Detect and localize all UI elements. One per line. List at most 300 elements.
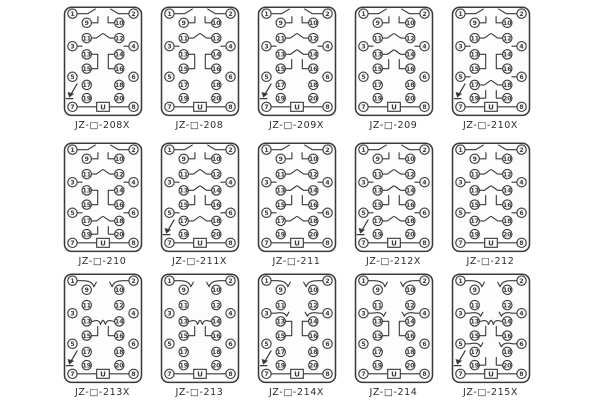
terminal-number: 14 — [308, 318, 318, 326]
terminal-number: 1 — [166, 10, 172, 18]
relay-diagram-cell — [54, 2, 151, 138]
terminal-number: 4 — [324, 43, 330, 51]
terminal-number: 19 — [81, 95, 91, 103]
terminal-number: 12 — [211, 171, 221, 179]
terminal-number: 2 — [130, 277, 136, 285]
terminal-number: 6 — [227, 210, 233, 218]
terminal-number: 18 — [114, 82, 124, 90]
relay-case-outline — [452, 143, 529, 251]
coil-label: U — [196, 102, 203, 112]
relay-case-outline — [452, 274, 529, 382]
terminal-number: 7 — [69, 371, 75, 379]
terminal-number: 12 — [211, 35, 221, 43]
terminal-number: 13 — [178, 51, 188, 59]
terminal-number: 3 — [457, 179, 463, 187]
terminal-number: 2 — [324, 146, 330, 154]
terminal-number: 12 — [308, 171, 318, 179]
terminal-number: 7 — [263, 104, 269, 112]
terminal-number: 17 — [469, 218, 479, 226]
relay-wiring-svg — [160, 273, 240, 384]
terminal-number: 6 — [324, 210, 330, 218]
terminal-number: 3 — [360, 43, 366, 51]
terminal-number: 1 — [263, 146, 269, 154]
diagram-label: JZ-□-209 — [369, 120, 418, 131]
terminal-number: 18 — [211, 218, 221, 226]
terminal-number: 14 — [114, 51, 124, 59]
terminal-number: 2 — [130, 10, 136, 18]
relay-wiring-svg — [451, 273, 531, 384]
terminal-number: 18 — [405, 349, 415, 357]
terminal-number: 4 — [518, 43, 524, 51]
terminal-number: 8 — [421, 371, 427, 379]
terminal-number: 2 — [421, 10, 427, 18]
terminal-number: 14 — [211, 187, 221, 195]
terminal-number: 11 — [81, 35, 91, 43]
terminal-number: 13 — [372, 187, 382, 195]
terminal-number: 5 — [360, 341, 366, 349]
relay-case-outline — [355, 274, 432, 382]
diagram-label: JZ-□-208 — [175, 120, 224, 131]
terminal-number: 16 — [211, 65, 221, 73]
relay-diagram-cell — [54, 269, 151, 400]
terminal-number: 16 — [211, 201, 221, 209]
terminal-number: 6 — [130, 210, 136, 218]
coil-label: U — [196, 238, 203, 248]
terminal-number: 5 — [263, 74, 269, 82]
terminal-number: 16 — [502, 201, 512, 209]
terminal-number: 17 — [469, 82, 479, 90]
terminal-number: 19 — [81, 231, 91, 239]
terminal-number: 1 — [69, 146, 75, 154]
terminal-number: 17 — [275, 218, 285, 226]
terminal-number: 2 — [518, 146, 524, 154]
terminal-number: 1 — [457, 277, 463, 285]
terminal-number: 15 — [81, 201, 91, 209]
terminal-number: 4 — [130, 310, 136, 318]
terminal-number: 9 — [84, 156, 89, 164]
terminal-number: 5 — [263, 210, 269, 218]
terminal-number: 19 — [372, 362, 382, 370]
terminal-number: 5 — [360, 74, 366, 82]
relay-case-outline — [258, 7, 335, 115]
terminal-number: 13 — [178, 187, 188, 195]
terminal-number: 18 — [308, 82, 318, 90]
terminal-number: 20 — [114, 362, 124, 370]
terminal-number: 10 — [114, 20, 124, 28]
terminal-number: 11 — [372, 302, 382, 310]
terminal-number: 17 — [372, 349, 382, 357]
terminal-number: 7 — [69, 104, 75, 112]
terminal-number: 6 — [227, 341, 233, 349]
relay-diagram-cell — [248, 138, 345, 269]
terminal-number: 20 — [405, 231, 415, 239]
relay-diagram-cell — [248, 269, 345, 400]
relay-wiring-svg — [160, 6, 240, 117]
terminal-number: 19 — [178, 95, 188, 103]
terminal-number: 9 — [181, 156, 186, 164]
terminal-number: 8 — [518, 104, 524, 112]
terminal-number: 8 — [518, 240, 524, 248]
terminal-number: 15 — [275, 65, 285, 73]
terminal-number: 18 — [502, 218, 512, 226]
terminal-number: 5 — [166, 74, 172, 82]
terminal-number: 10 — [114, 156, 124, 164]
relay-wiring-svg — [354, 273, 434, 384]
terminal-number: 3 — [166, 310, 172, 318]
terminal-number: 8 — [421, 104, 427, 112]
diagram-label: JZ-□-211 — [272, 256, 321, 267]
terminal-number: 14 — [405, 318, 415, 326]
terminal-number: 16 — [502, 332, 512, 340]
terminal-number: 16 — [405, 201, 415, 209]
terminal-number: 6 — [324, 341, 330, 349]
terminal-number: 20 — [502, 95, 512, 103]
terminal-number: 14 — [114, 187, 124, 195]
diagram-label: JZ-□-215X — [462, 387, 518, 398]
terminal-number: 15 — [469, 65, 479, 73]
terminal-number: 4 — [421, 179, 427, 187]
terminal-number: 7 — [457, 104, 463, 112]
terminal-number: 4 — [130, 179, 136, 187]
terminal-number: 4 — [518, 179, 524, 187]
diagram-label: JZ-□-213X — [74, 387, 130, 398]
terminal-number: 16 — [502, 65, 512, 73]
terminal-number: 4 — [421, 310, 427, 318]
terminal-number: 9 — [375, 20, 380, 28]
relay-wiring-svg — [63, 142, 143, 253]
terminal-number: 17 — [372, 218, 382, 226]
relay-diagram-cell — [442, 269, 539, 400]
terminal-number: 7 — [263, 371, 269, 379]
terminal-number: 11 — [275, 171, 285, 179]
terminal-number: 20 — [211, 95, 221, 103]
terminal-number: 20 — [308, 231, 318, 239]
terminal-number: 18 — [211, 82, 221, 90]
terminal-number: 12 — [502, 171, 512, 179]
terminal-number: 11 — [178, 35, 188, 43]
terminal-number: 20 — [308, 95, 318, 103]
terminal-number: 3 — [166, 179, 172, 187]
terminal-number: 8 — [227, 371, 233, 379]
terminal-number: 2 — [227, 10, 233, 18]
relay-diagram-cell — [345, 2, 442, 138]
terminal-number: 7 — [360, 240, 366, 248]
terminal-number: 1 — [360, 10, 366, 18]
diagram-label: JZ-□-212X — [365, 256, 421, 267]
relay-wiring-svg — [257, 142, 337, 253]
terminal-number: 10 — [114, 287, 124, 295]
terminal-number: 15 — [81, 65, 91, 73]
terminal-number: 3 — [263, 179, 269, 187]
terminal-number: 1 — [263, 10, 269, 18]
terminal-number: 1 — [360, 146, 366, 154]
coil-label: U — [99, 238, 106, 248]
terminal-number: 14 — [114, 318, 124, 326]
terminal-number: 3 — [263, 310, 269, 318]
terminal-number: 13 — [81, 318, 91, 326]
diagram-label: JZ-□-214X — [268, 387, 324, 398]
terminal-number: 3 — [360, 310, 366, 318]
terminal-number: 14 — [405, 51, 415, 59]
terminal-number: 7 — [166, 240, 172, 248]
terminal-number: 17 — [81, 218, 91, 226]
coil-label: U — [196, 369, 203, 379]
terminal-number: 6 — [421, 341, 427, 349]
terminal-number: 10 — [502, 20, 512, 28]
terminal-number: 16 — [308, 332, 318, 340]
terminal-number: 8 — [130, 240, 136, 248]
terminal-number: 15 — [275, 332, 285, 340]
terminal-number: 4 — [324, 179, 330, 187]
terminal-number: 1 — [360, 277, 366, 285]
terminal-number: 12 — [211, 302, 221, 310]
relay-diagram-cell — [248, 2, 345, 138]
terminal-number: 15 — [372, 65, 382, 73]
terminal-number: 10 — [211, 156, 221, 164]
terminal-number: 5 — [360, 210, 366, 218]
terminal-number: 1 — [69, 277, 75, 285]
terminal-number: 17 — [178, 349, 188, 357]
terminal-number: 6 — [130, 341, 136, 349]
terminal-number: 12 — [308, 35, 318, 43]
terminal-number: 7 — [457, 371, 463, 379]
terminal-number: 3 — [360, 179, 366, 187]
terminal-number: 1 — [69, 10, 75, 18]
diagram-label: JZ-□-210 — [78, 256, 127, 267]
terminal-number: 7 — [263, 240, 269, 248]
terminal-number: 19 — [372, 231, 382, 239]
terminal-number: 16 — [114, 65, 124, 73]
terminal-number: 17 — [469, 349, 479, 357]
terminal-number: 9 — [472, 20, 477, 28]
diagram-label: JZ-□-213 — [175, 387, 224, 398]
terminal-number: 16 — [114, 332, 124, 340]
relay-diagram-cell — [151, 2, 248, 138]
terminal-number: 14 — [211, 51, 221, 59]
terminal-number: 2 — [130, 146, 136, 154]
terminal-number: 19 — [81, 362, 91, 370]
relay-case-outline — [161, 274, 238, 382]
terminal-number: 10 — [211, 20, 221, 28]
terminal-number: 17 — [81, 82, 91, 90]
terminal-number: 15 — [81, 332, 91, 340]
terminal-number: 7 — [166, 371, 172, 379]
terminal-number: 13 — [469, 187, 479, 195]
terminal-number: 12 — [405, 35, 415, 43]
terminal-number: 9 — [375, 287, 380, 295]
terminal-number: 2 — [227, 277, 233, 285]
terminal-number: 4 — [324, 310, 330, 318]
terminal-number: 12 — [114, 171, 124, 179]
relay-diagram-grid — [54, 2, 539, 400]
terminal-number: 19 — [275, 231, 285, 239]
relay-diagram-cell — [442, 138, 539, 269]
terminal-number: 13 — [372, 318, 382, 326]
terminal-number: 8 — [518, 371, 524, 379]
relay-wiring-svg — [354, 6, 434, 117]
relay-case-outline — [452, 7, 529, 115]
terminal-number: 14 — [502, 318, 512, 326]
terminal-number: 9 — [278, 20, 283, 28]
diagram-label: JZ-□-211X — [171, 256, 227, 267]
terminal-number: 18 — [502, 349, 512, 357]
diagram-label: JZ-□-208X — [74, 120, 130, 131]
terminal-number: 18 — [114, 349, 124, 357]
terminal-number: 18 — [211, 349, 221, 357]
terminal-number: 9 — [181, 287, 186, 295]
terminal-number: 8 — [227, 104, 233, 112]
terminal-number: 3 — [69, 43, 75, 51]
relay-case-outline — [258, 143, 335, 251]
terminal-number: 20 — [114, 95, 124, 103]
relay-diagram-cell — [345, 138, 442, 269]
terminal-number: 8 — [227, 240, 233, 248]
terminal-number: 9 — [278, 156, 283, 164]
terminal-number: 15 — [275, 201, 285, 209]
terminal-number: 13 — [469, 51, 479, 59]
terminal-number: 14 — [502, 187, 512, 195]
terminal-number: 8 — [130, 104, 136, 112]
terminal-number: 6 — [518, 210, 524, 218]
terminal-number: 15 — [469, 201, 479, 209]
terminal-number: 12 — [114, 302, 124, 310]
terminal-number: 15 — [178, 65, 188, 73]
terminal-number: 15 — [372, 201, 382, 209]
terminal-number: 10 — [405, 287, 415, 295]
coil-label: U — [99, 369, 106, 379]
terminal-number: 5 — [166, 341, 172, 349]
terminal-number: 3 — [166, 43, 172, 51]
terminal-number: 1 — [457, 10, 463, 18]
terminal-number: 11 — [372, 35, 382, 43]
terminal-number: 8 — [324, 240, 330, 248]
terminal-number: 2 — [324, 10, 330, 18]
terminal-number: 7 — [69, 240, 75, 248]
terminal-number: 2 — [518, 10, 524, 18]
terminal-number: 19 — [469, 231, 479, 239]
terminal-number: 1 — [457, 146, 463, 154]
terminal-number: 18 — [405, 218, 415, 226]
coil-label: U — [487, 238, 494, 248]
terminal-number: 11 — [178, 171, 188, 179]
terminal-number: 10 — [211, 287, 221, 295]
terminal-number: 17 — [81, 349, 91, 357]
terminal-number: 20 — [308, 362, 318, 370]
relay-case-outline — [355, 143, 432, 251]
terminal-number: 11 — [275, 35, 285, 43]
terminal-number: 19 — [275, 95, 285, 103]
relay-case-outline — [161, 7, 238, 115]
terminal-number: 12 — [502, 302, 512, 310]
terminal-number: 5 — [69, 74, 75, 82]
terminal-number: 13 — [469, 318, 479, 326]
terminal-number: 20 — [405, 95, 415, 103]
terminal-number: 18 — [114, 218, 124, 226]
diagram-label: JZ-□-209X — [268, 120, 324, 131]
relay-wiring-svg — [63, 273, 143, 384]
terminal-number: 2 — [227, 146, 233, 154]
terminal-number: 11 — [81, 302, 91, 310]
terminal-number: 9 — [278, 287, 283, 295]
terminal-number: 9 — [181, 20, 186, 28]
terminal-number: 7 — [360, 371, 366, 379]
terminal-number: 4 — [227, 179, 233, 187]
coil-label: U — [293, 102, 300, 112]
terminal-number: 11 — [275, 302, 285, 310]
terminal-number: 16 — [405, 65, 415, 73]
terminal-number: 19 — [469, 95, 479, 103]
terminal-number: 7 — [457, 240, 463, 248]
diagram-label: JZ-□-210X — [462, 120, 518, 131]
terminal-number: 15 — [178, 332, 188, 340]
terminal-number: 6 — [518, 341, 524, 349]
terminal-number: 3 — [69, 179, 75, 187]
terminal-number: 20 — [211, 231, 221, 239]
terminal-number: 16 — [405, 332, 415, 340]
terminal-number: 13 — [275, 51, 285, 59]
relay-wiring-svg — [451, 6, 531, 117]
terminal-number: 16 — [114, 201, 124, 209]
terminal-number: 17 — [178, 218, 188, 226]
terminal-number: 10 — [502, 287, 512, 295]
terminal-number: 18 — [502, 82, 512, 90]
terminal-number: 20 — [211, 362, 221, 370]
diagram-label: JZ-□-214 — [369, 387, 418, 398]
terminal-number: 13 — [372, 51, 382, 59]
terminal-number: 6 — [421, 74, 427, 82]
terminal-number: 2 — [518, 277, 524, 285]
coil-label: U — [293, 238, 300, 248]
terminal-number: 20 — [502, 362, 512, 370]
terminal-number: 5 — [69, 210, 75, 218]
terminal-number: 15 — [372, 332, 382, 340]
terminal-number: 11 — [469, 171, 479, 179]
relay-case-outline — [64, 274, 141, 382]
terminal-number: 9 — [84, 20, 89, 28]
relay-wiring-svg — [63, 6, 143, 117]
terminal-number: 4 — [518, 310, 524, 318]
terminal-number: 2 — [324, 277, 330, 285]
terminal-number: 2 — [421, 146, 427, 154]
coil-label: U — [390, 369, 397, 379]
terminal-number: 3 — [69, 310, 75, 318]
terminal-number: 12 — [502, 35, 512, 43]
terminal-number: 6 — [518, 74, 524, 82]
terminal-number: 8 — [324, 104, 330, 112]
terminal-number: 8 — [130, 371, 136, 379]
terminal-number: 1 — [263, 277, 269, 285]
terminal-number: 17 — [275, 82, 285, 90]
terminal-number: 19 — [275, 362, 285, 370]
terminal-number: 15 — [178, 201, 188, 209]
relay-case-outline — [355, 7, 432, 115]
terminal-number: 19 — [178, 362, 188, 370]
terminal-number: 9 — [375, 156, 380, 164]
terminal-number: 16 — [308, 201, 318, 209]
terminal-number: 2 — [421, 277, 427, 285]
terminal-number: 16 — [308, 65, 318, 73]
coil-label: U — [390, 102, 397, 112]
terminal-number: 19 — [178, 231, 188, 239]
terminal-number: 19 — [469, 362, 479, 370]
terminal-number: 10 — [405, 156, 415, 164]
terminal-number: 5 — [263, 341, 269, 349]
terminal-number: 6 — [324, 74, 330, 82]
terminal-number: 12 — [405, 171, 415, 179]
terminal-number: 4 — [421, 43, 427, 51]
terminal-number: 3 — [457, 310, 463, 318]
terminal-number: 12 — [405, 302, 415, 310]
